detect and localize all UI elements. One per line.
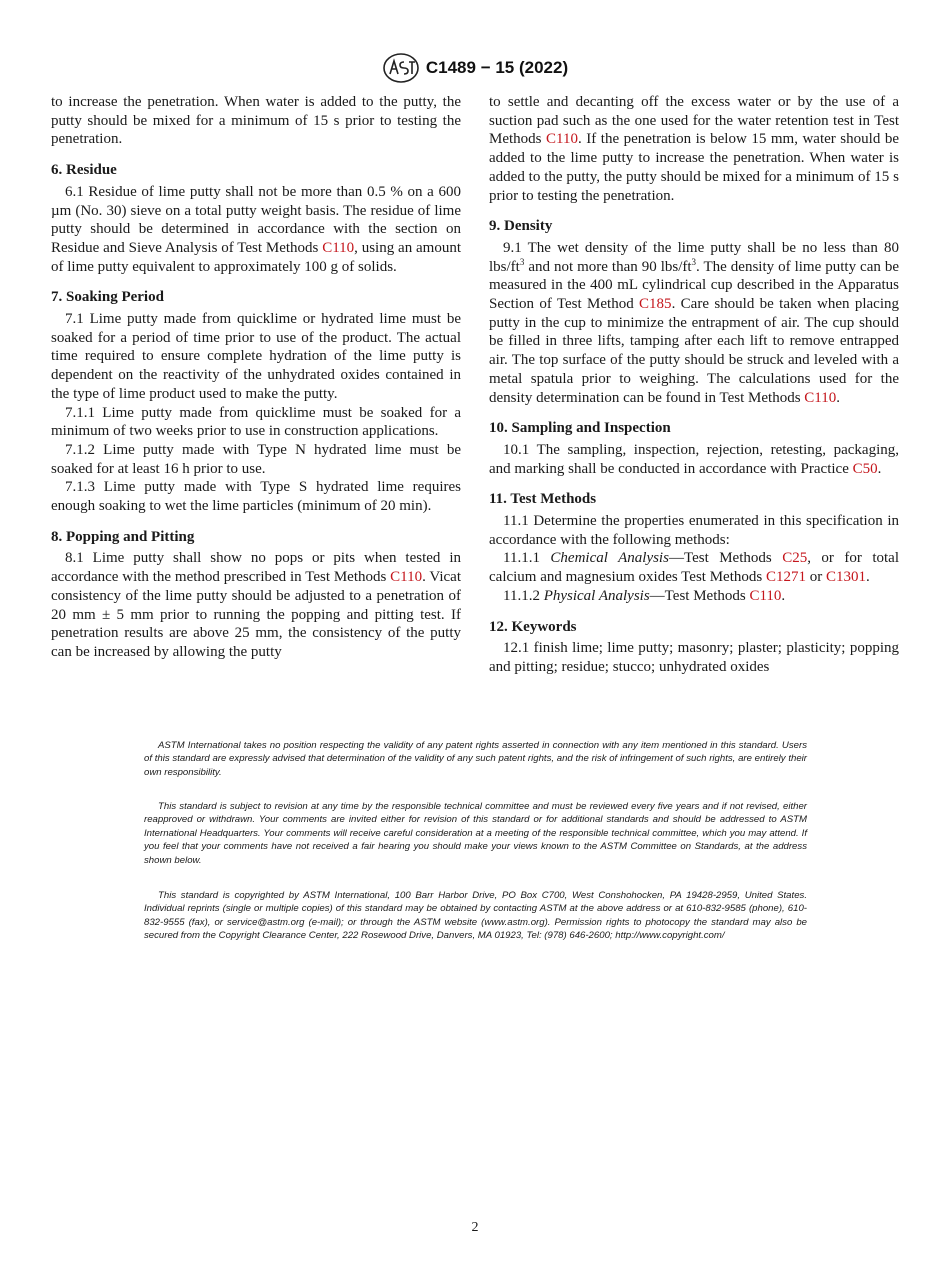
patent-notice: ASTM International takes no position respecting the validity of any patent rights asserted in connection with any item mentioned in this standard. Users of this standard are expressly advised that determination of the validity of any such patent rights, and the risk of infringement of such rights, are entirely their own responsibility. — [144, 740, 807, 778]
ref-link-c110[interactable]: C110 — [322, 239, 355, 256]
ref-link-c25[interactable]: C25 — [782, 550, 808, 567]
ref-link-c50[interactable]: C50 — [852, 460, 878, 477]
section-8-heading: 8. Popping and Pitting — [51, 528, 195, 545]
left-column — [51, 93, 461, 662]
clause-11-1: 11.1 Determine the properties enumerated in this specification in accordance with the following methods: — [489, 513, 899, 548]
astm-logo-icon — [382, 52, 420, 84]
section-12-heading: 12. Keywords — [489, 618, 577, 635]
revision-notice: This standard is subject to revision at any time by the responsible technical committee and must be reviewed every five years and if not revised, either reapproved or withdrawn. Your comments are invited either for revision of this standard or for additional standards and should be addressed to ASTM International Headquarters. Your comments will receive careful consideration at a meeting of the responsible technical committee, which you may attend. If you feel that your comments have not received a fair hearing you should make your views known to the ASTM Committee on Standards, at the address shown below. — [144, 801, 807, 866]
ref-link-c110[interactable]: C110 — [749, 587, 782, 604]
standard-designation: C1489 − 15 (2022) — [425, 58, 569, 77]
ref-link-c110[interactable]: C110 — [390, 569, 423, 586]
clause-11-1-2: 11.1.2 Physical Analysis—Test Methods C110. — [503, 587, 786, 604]
section-11-heading: 11. Test Methods — [489, 491, 597, 508]
ref-link-c185[interactable]: C185 — [639, 296, 672, 313]
section-6-heading: 6. Residue — [51, 162, 117, 179]
copyright-notice: This standard is copyrighted by ASTM International, 100 Barr Harbor Drive, PO Box C700, West Conshohocken, PA 19428-2959, United States. Individual reprints (single or multiple copies) of this standard may be obtained by contacting ASTM at the above address or at 610-832-9585 (phone), 610-832-9555 (fax), or service@astm.org (e-mail); or through the ASTM website (www.astm.org). Permission rights to photocopy the standard may also be secured from the Copyright Clearance Center, 222 Rosewood Drive, Danvers, MA 01923, Tel: (978) 646-2600; http://www.copyright.com/ — [144, 890, 807, 942]
clause-7-1-1: 7.1.1 Lime putty made from quicklime must be soaked for a minimum of two weeks prior to use in construction applications. — [51, 404, 461, 440]
clause-12-1: 12.1 finish lime; lime putty; masonry; plaster; plasticity; popping and pitting; residue; stucco; unhydrated oxides — [489, 640, 899, 675]
clause-6-1: 6.1 Residue of lime putty shall not be more than 0.5 % on a 600 µm (No. 30) sieve on a total putty weight basis. The residue of lime putty should be determined in accordance with the section on Residue and Sieve Analysis of Test Methods C110, using an amount of lime putty equivalent to approximately 100 g of solids. — [51, 183, 462, 275]
ref-link-c1271[interactable]: C1271 — [765, 569, 806, 586]
section-10-heading: 10. Sampling and Inspection — [489, 420, 671, 437]
clause-7-1: 7.1 Lime putty made from quicklime or hydrated lime must be soaked for a period of time prior to use of the product. The actual time required to ensure complete hydration of the lime putty is dependent on the reactivity of the unhydrated oxides contained in the type of lime product used to make the putty. — [51, 311, 461, 402]
paragraph-continued: to increase the penetration. When water is added to the putty, the putty should be mixed for a minimum of 15 s prior to testing the penetration. — [51, 94, 461, 148]
ref-link-c110[interactable]: C110 — [546, 131, 578, 148]
ref-link-c1301[interactable]: C1301 — [825, 569, 866, 586]
paragraph-continued: to settle and decanting off the excess water or by the use of a suction pad such as the one used for the water retention test in Test Methods C110. If the penetration is below 15 mm, water should be added to the lime putty to increase the penetration. When water is added to the putty, the putty should be mixed for a minimum of 15 s prior to testing the penetration. — [489, 94, 899, 204]
clause-8-1: 8.1 Lime putty shall show no pops or pits when tested in accordance with the method prescribed in Test Methods C110. Vicat consistency of the lime putty should be adjusted to a penetration of 20 mm ± 5 mm prior to running the popping and pitting test. If penetration results are above 25 mm, the consistency of the putty can be increased by allowing the putty — [51, 550, 461, 660]
clause-9-1: 9.1 The wet density of the lime putty shall be no less than 80 lbs/$ft^3$ and not more than 90 lbs/$ft^3$. The density of lime putty can be measured in the 400 mL cylindrical cup described in the Apparatus Section of Test Method C185. Care should be taken when placing putty in the cup to minimize the entrapment of air. The cup should be filled in three lifts, tamping after each lift to remove entrapped air. The top surface of the putty should be struck and leveled with a metal spatula prior to weighing. The calculations used for the density determination can be found in Test Methods C110. — [489, 239, 900, 406]
right-column — [489, 93, 899, 677]
ref-link-c110[interactable]: C110 — [804, 389, 837, 406]
clause-7-1-3: 7.1.3 Lime putty made with Type S hydrated lime requires enough soaking to wet the lime particles (minimum of 20 min). — [51, 479, 461, 515]
section-7-heading: 7. Soaking Period — [51, 289, 164, 306]
section-9-heading: 9. Density — [489, 218, 553, 235]
page-number: 2 — [471, 1220, 479, 1235]
clause-7-1-2: 7.1.2 Lime putty made with Type N hydrated lime must be soaked for at least 16 h prior to use. — [51, 441, 461, 477]
clause-10-1: 10.1 The sampling, inspection, rejection, retesting, packaging, and marking shall be conducted in accordance with Practice C50. — [489, 441, 899, 477]
page-header — [0, 52, 950, 89]
clause-11-1-1: 11.1.1 Chemical Analysis—Test Methods C25, or for total calcium and magnesium oxides Test Methods C1271 or C1301. — [489, 550, 900, 586]
